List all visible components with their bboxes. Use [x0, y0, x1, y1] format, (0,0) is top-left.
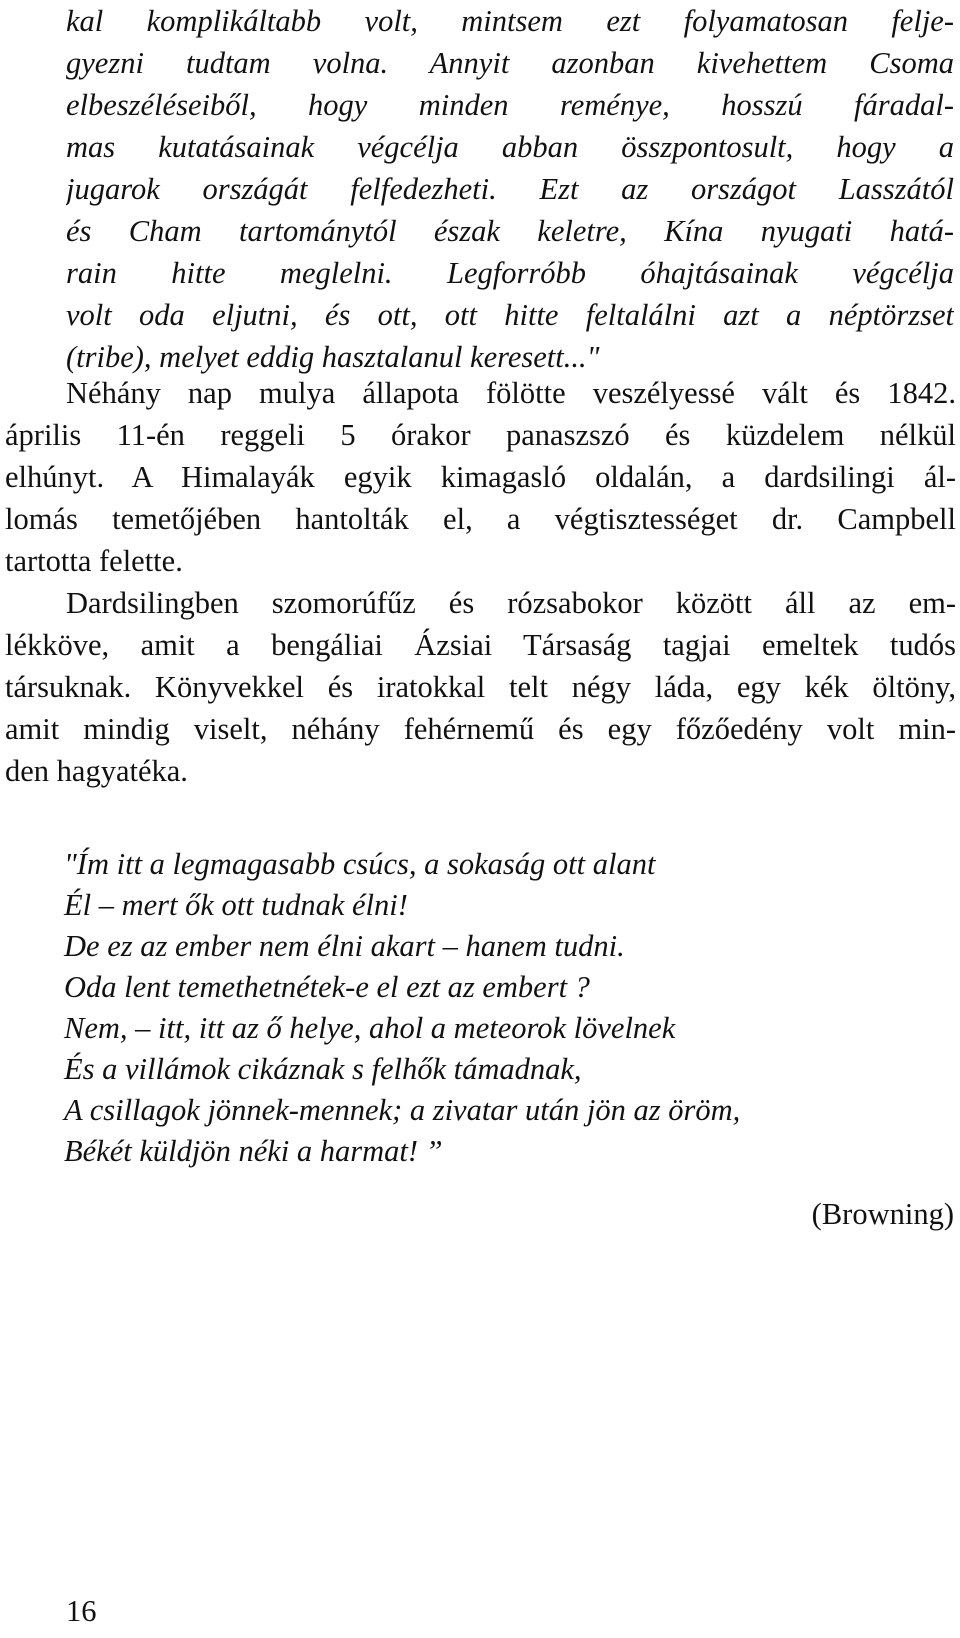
paragraph-line: április 11-én reggeli 5 órakor panaszszó és küzdelem nélkül: [5, 418, 956, 452]
paragraph-line: lomás temetőjében hantolták el, a végtisztességet dr. Campbell: [5, 502, 956, 536]
paragraph-line: lékköve, amit a bengáliai Ázsiai Társaság tagjai emeltek tudós: [5, 628, 956, 662]
page-number: 16: [66, 1594, 97, 1628]
quote-line: kal komplikáltabb volt, mintsem ezt folyamatosan felje-: [66, 4, 954, 38]
quote-line: jugarok országát felfedezheti. Ezt az országot Lasszától: [66, 172, 954, 206]
paragraph-death: [5, 372, 956, 582]
poem-line: És a villámok cikáznak s felhők támadnak,: [64, 1052, 582, 1086]
quote-block: [66, 0, 954, 378]
poem-line: De ez az ember nem élni akart – hanem tudni.: [64, 929, 625, 963]
quote-line: gyezni tudtam volna. Annyit azonban kivehettem Csoma: [66, 46, 954, 80]
paragraph-line: tartotta felette.: [5, 544, 183, 578]
poem: [64, 844, 944, 1172]
paragraph-line: társuknak. Könyvekkel és iratokkal telt négy láda, egy kék öltöny,: [5, 670, 956, 704]
quote-line: rain hitte meglelni. Legforróbb óhajtásainak végcélja: [66, 256, 954, 290]
quote-line: volt oda eljutni, és ott, ott hitte feltalálni azt a néptörzset: [66, 298, 954, 332]
poem-line: Nem, – itt, itt az ő helye, ahol a meteorok lövelnek: [64, 1011, 676, 1045]
quote-line: mas kutatásainak végcélja abban összpontosult, hogy a: [66, 130, 954, 164]
poem-attribution: (Browning): [811, 1197, 954, 1231]
poem-line: "Ím itt a legmagasabb csúcs, a sokaság ott alant: [64, 847, 656, 881]
paragraph-memorial: [5, 582, 956, 792]
paragraph-line: amit mindig viselt, néhány fehérnemű és egy főzőedény volt min-: [5, 712, 956, 746]
paragraph-line: Dardsilingben szomorúfűz és rózsabokor között áll az em-: [66, 586, 956, 620]
paragraph-line: elhúnyt. A Himalayák egyik kimagasló oldalán, a dardsilingi ál-: [5, 460, 956, 494]
poem-line: Békét küldjön néki a harmat! ”: [64, 1134, 443, 1168]
poem-line: A csillagok jönnek-mennek; a zivatar után jön az öröm,: [64, 1093, 741, 1127]
quote-line: elbeszéléseiből, hogy minden reménye, hosszú fáradal-: [66, 88, 954, 122]
poem-line: Él – mert ők ott tudnak élni!: [64, 888, 408, 922]
paragraph-line: den hagyatéka.: [5, 754, 188, 788]
quote-line: és Cham tartománytól észak keletre, Kína nyugati hatá-: [66, 214, 954, 248]
poem-line: Oda lent temethetnétek-e el ezt az embert ?: [64, 970, 590, 1004]
quote-line: (tribe), melyet eddig hasztalanul keresett...": [66, 340, 600, 374]
paragraph-line: Néhány nap mulya állapota fölötte veszélyessé vált és 1842.: [66, 376, 956, 410]
